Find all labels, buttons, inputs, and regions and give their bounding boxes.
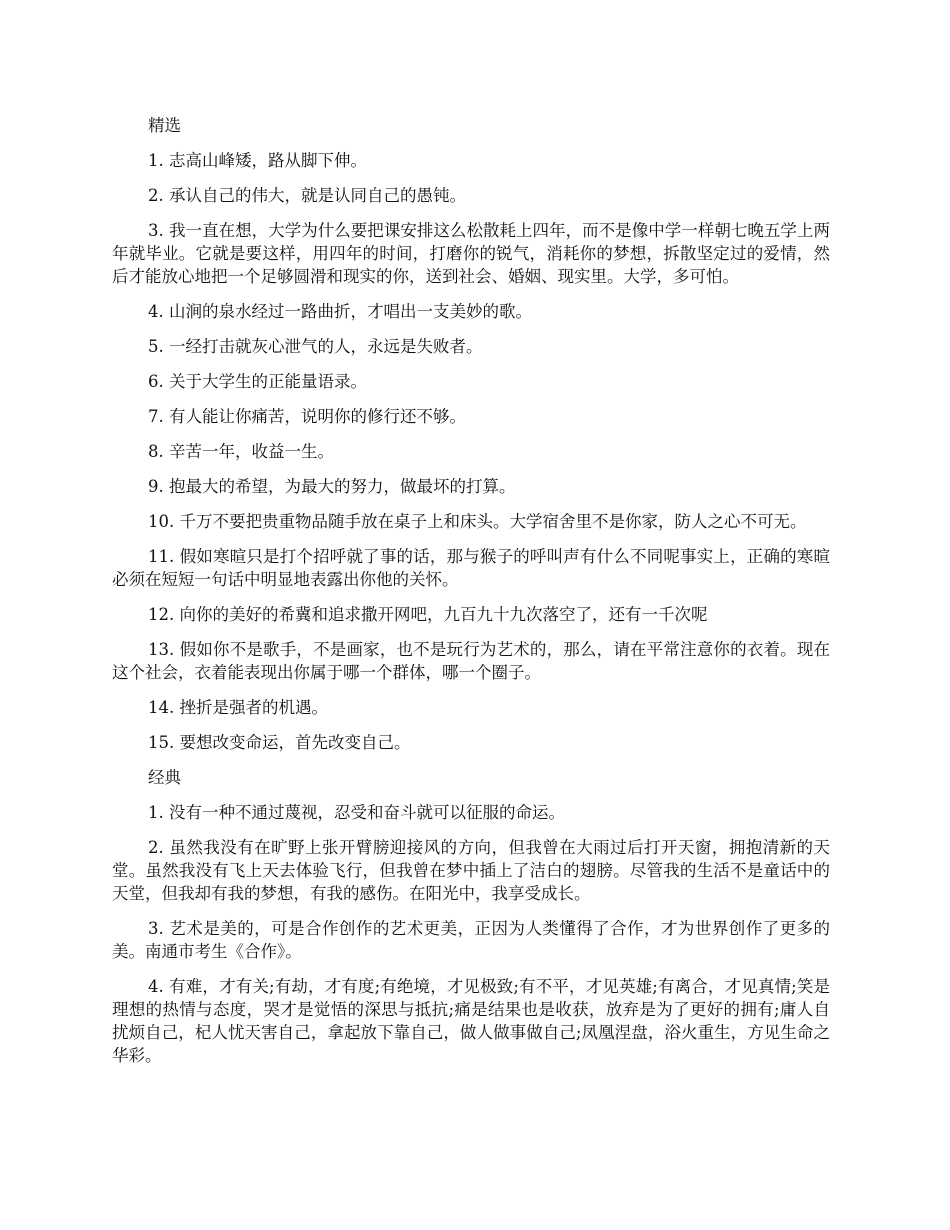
quote-item: 4. 山涧的泉水经过一路曲折，才唱出一支美妙的歌。 <box>148 302 532 321</box>
quote-item: 1. 志高山峰矮，路从脚下伸。 <box>148 151 367 170</box>
quote-item: 1. 没有一种不通过蔑视，忍受和奋斗就可以征服的命运。 <box>148 803 565 822</box>
quote-item: 9. 抱最大的希望，为最大的努力，做最坏的打算。 <box>148 477 516 496</box>
quote-item: 4. 有难，才有关;有劫，才有度;有绝境，才见极致;有不平，才见英雄;有离合，才见真情;笑是理想的热情与态度，哭才是觉悟的深思与抵抗;痛是结果也是收获，放弃是为了更好的拥有;庸人自扰烦自己，杞人忧天害自己，拿起放下靠自己，做人做事做自己;凤凰涅盘，浴火重生，方见生命之华彩。 <box>112 977 830 1065</box>
section-heading-jingxuan: 精选 <box>148 116 181 135</box>
document-body <box>112 114 830 1079</box>
quote-item: 3. 我一直在想，大学为什么要把课安排这么松散耗上四年，而不是像中学一样朝七晚五学上两年就毕业。它就是要这样，用四年的时间，打磨你的锐气，消耗你的梦想，拆散坚定过的爱情，然后才能放心地把一个足够圆滑和现实的你，送到社会、婚姻、现实里。大学，多可怕。 <box>112 221 830 286</box>
quote-item: 12. 向你的美好的希冀和追求撒开网吧，九百九十九次落空了，还有一千次呢 <box>148 605 708 624</box>
quote-item: 14. 挫折是强者的机遇。 <box>148 698 328 717</box>
quote-item: 8. 辛苦一年，收益一生。 <box>148 442 334 461</box>
quote-item: 6. 关于大学生的正能量语录。 <box>148 372 367 391</box>
quote-item: 5. 一经打击就灰心泄气的人，永远是失败者。 <box>148 337 483 356</box>
quote-item: 11. 假如寒暄只是打个招呼就了事的话，那与猴子的呼叫声有什么不同呢事实上，正确的寒暄必须在短短一句话中明显地表露出你他的关怀。 <box>112 547 830 589</box>
quote-item: 13. 假如你不是歌手，不是画家，也不是玩行为艺术的，那么，请在平常注意你的衣着。现在这个社会，衣着能表现出你属于哪一个群体，哪一个圈子。 <box>112 640 830 682</box>
section-heading-jingdian: 经典 <box>148 768 181 787</box>
quote-item: 10. 千万不要把贵重物品随手放在桌子上和床头。大学宿舍里不是你家，防人之心不可无。 <box>148 512 807 531</box>
quote-item: 2. 承认自己的伟大，就是认同自己的愚钝。 <box>148 186 466 205</box>
quote-item: 7. 有人能让你痛苦，说明你的修行还不够。 <box>148 407 466 426</box>
quote-item: 2. 虽然我没有在旷野上张开臂膀迎接风的方向，但我曾在大雨过后打开天窗，拥抱清新的天堂。虽然我没有飞上天去体验飞行，但我曾在梦中插上了洁白的翅膀。尽管我的生活不是童话中的天堂，但我却有我的梦想，有我的感伤。在阳光中，我享受成长。 <box>112 838 830 903</box>
quote-item: 3. 艺术是美的，可是合作创作的艺术更美，正因为人类懂得了合作，才为世界创作了更多的美。南通市考生《合作》。 <box>112 919 830 961</box>
quote-item: 15. 要想改变命运，首先改变自己。 <box>148 733 411 752</box>
